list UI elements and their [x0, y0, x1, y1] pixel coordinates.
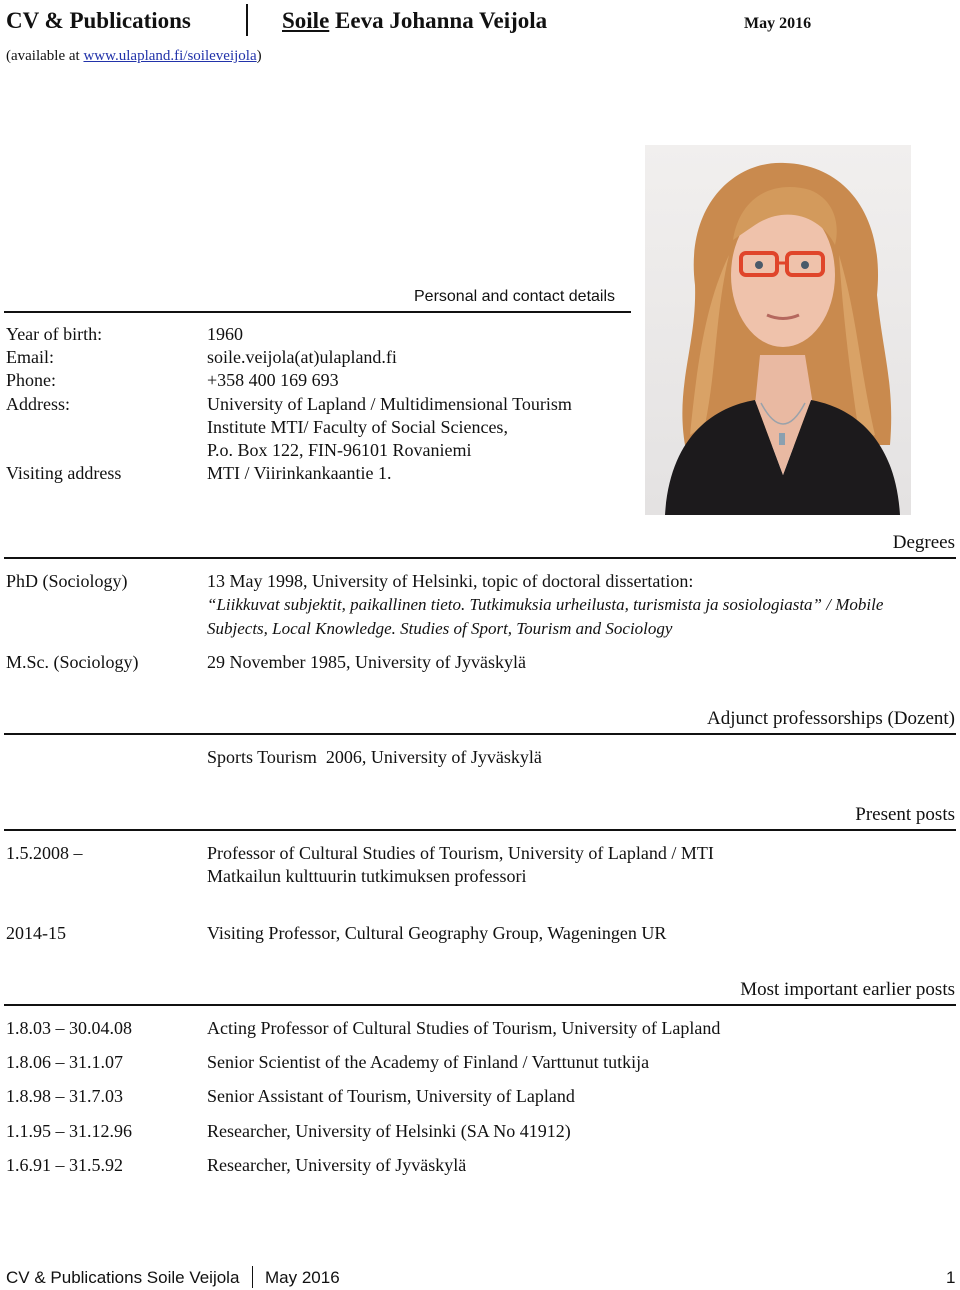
earlier-post-2: Senior Scientist of the Academy of Finland / Varttunut tutkija — [207, 1052, 650, 1072]
earlier-date-2: 1.8.06 – 31.1.07 — [6, 1052, 123, 1072]
earlier-post-5: Researcher, University of Jyväskylä — [207, 1155, 467, 1175]
website-link[interactable]: www.ulapland.fi/soileveijola — [83, 48, 257, 64]
earlier-rule — [4, 1004, 956, 1006]
address-label: Address: — [6, 394, 70, 414]
person-first-name: Soile — [282, 8, 330, 33]
earlier-post-3: Senior Assistant of Tourism, University of Lapland — [207, 1086, 575, 1106]
earlier-date-4: 1.1.95 – 31.12.96 — [6, 1121, 132, 1141]
earlier-date-1: 1.8.03 – 30.04.08 — [6, 1018, 132, 1038]
visiting-address-value: MTI / Viirinkankaantie 1. — [207, 463, 392, 483]
year-of-birth-label: Year of birth: — [6, 324, 103, 344]
msc-label: M.Sc. (Sociology) — [6, 652, 139, 672]
portrait-icon — [645, 145, 911, 515]
year-of-birth-value: 1960 — [207, 324, 243, 344]
adjunct-heading: Adjunct professorships (Dozent) — [706, 708, 955, 729]
portrait-photo — [645, 145, 911, 515]
email-value: soile.veijola(at)ulapland.fi — [207, 347, 397, 367]
phd-label: PhD (Sociology) — [6, 571, 128, 591]
earlier-date-5: 1.6.91 – 31.5.92 — [6, 1155, 123, 1175]
present-post-1-line-2: Matkailun kulttuurin tutkimuksen professori — [207, 866, 527, 886]
earlier-post-1: Acting Professor of Cultural Studies of Tourism, University of Lapland — [207, 1018, 721, 1038]
phd-line-1: 13 May 1998, University of Helsinki, topic of doctoral dissertation: — [207, 571, 694, 591]
page-number: 1 — [946, 1268, 956, 1287]
adjunct-value: Sports Tourism 2006, University of Jyväskylä — [207, 747, 542, 767]
footer-title: CV & Publications Soile Veijola — [6, 1268, 240, 1287]
earlier-heading: Most important earlier posts — [740, 979, 955, 1000]
msc-value: 29 November 1985, University of Jyväskylä — [207, 652, 526, 672]
earlier-post-4: Researcher, University of Helsinki (SA No 41912) — [207, 1121, 571, 1141]
visiting-address-label: Visiting address — [6, 463, 122, 483]
person-name — [282, 8, 547, 34]
doc-type-title: CV & Publications — [6, 8, 191, 33]
phd-line-2: “Liikkuvat subjektit, paikallinen tieto. Tutkimuksia urheilusta, turismista ja sosiologiasta” / Mobile — [207, 595, 884, 614]
present-heading: Present posts — [855, 804, 955, 825]
phd-line-3: Subjects, Local Knowledge. Studies of Sport, Tourism and Sociology — [207, 619, 673, 638]
adjunct-rule — [4, 733, 956, 735]
degrees-heading: Degrees — [892, 532, 955, 553]
present-date-2: 2014-15 — [6, 923, 66, 943]
availability-prefix: (available at — [6, 48, 84, 64]
header-date: May 2016 — [744, 15, 812, 32]
address-line-1: University of Lapland / Multidimensional Tourism — [207, 394, 572, 414]
address-line-2: Institute MTI/ Faculty of Social Sciences, — [207, 417, 508, 437]
phone-label: Phone: — [6, 370, 57, 390]
degrees-rule — [4, 557, 956, 559]
personal-heading: Personal and contact details — [414, 288, 616, 305]
footer-date: May 2016 — [265, 1268, 340, 1287]
header-separator — [246, 4, 248, 36]
address-line-3: P.o. Box 122, FIN-96101 Rovaniemi — [207, 440, 472, 460]
earlier-date-3: 1.8.98 – 31.7.03 — [6, 1086, 123, 1106]
present-date-1: 1.5.2008 – — [6, 843, 83, 863]
availability-note — [6, 48, 262, 65]
person-rest-name: Eeva Johanna Veijola — [329, 8, 548, 33]
email-label: Email: — [6, 347, 54, 367]
present-rule — [4, 829, 956, 831]
phone-value: +358 400 169 693 — [207, 370, 339, 390]
availability-suffix: ) — [256, 48, 262, 64]
present-post-1-line-1: Professor of Cultural Studies of Tourism, University of Lapland / MTI — [207, 843, 714, 863]
present-post-2: Visiting Professor, Cultural Geography Group, Wageningen UR — [207, 923, 667, 943]
footer-separator — [252, 1266, 253, 1288]
personal-rule — [4, 311, 631, 313]
